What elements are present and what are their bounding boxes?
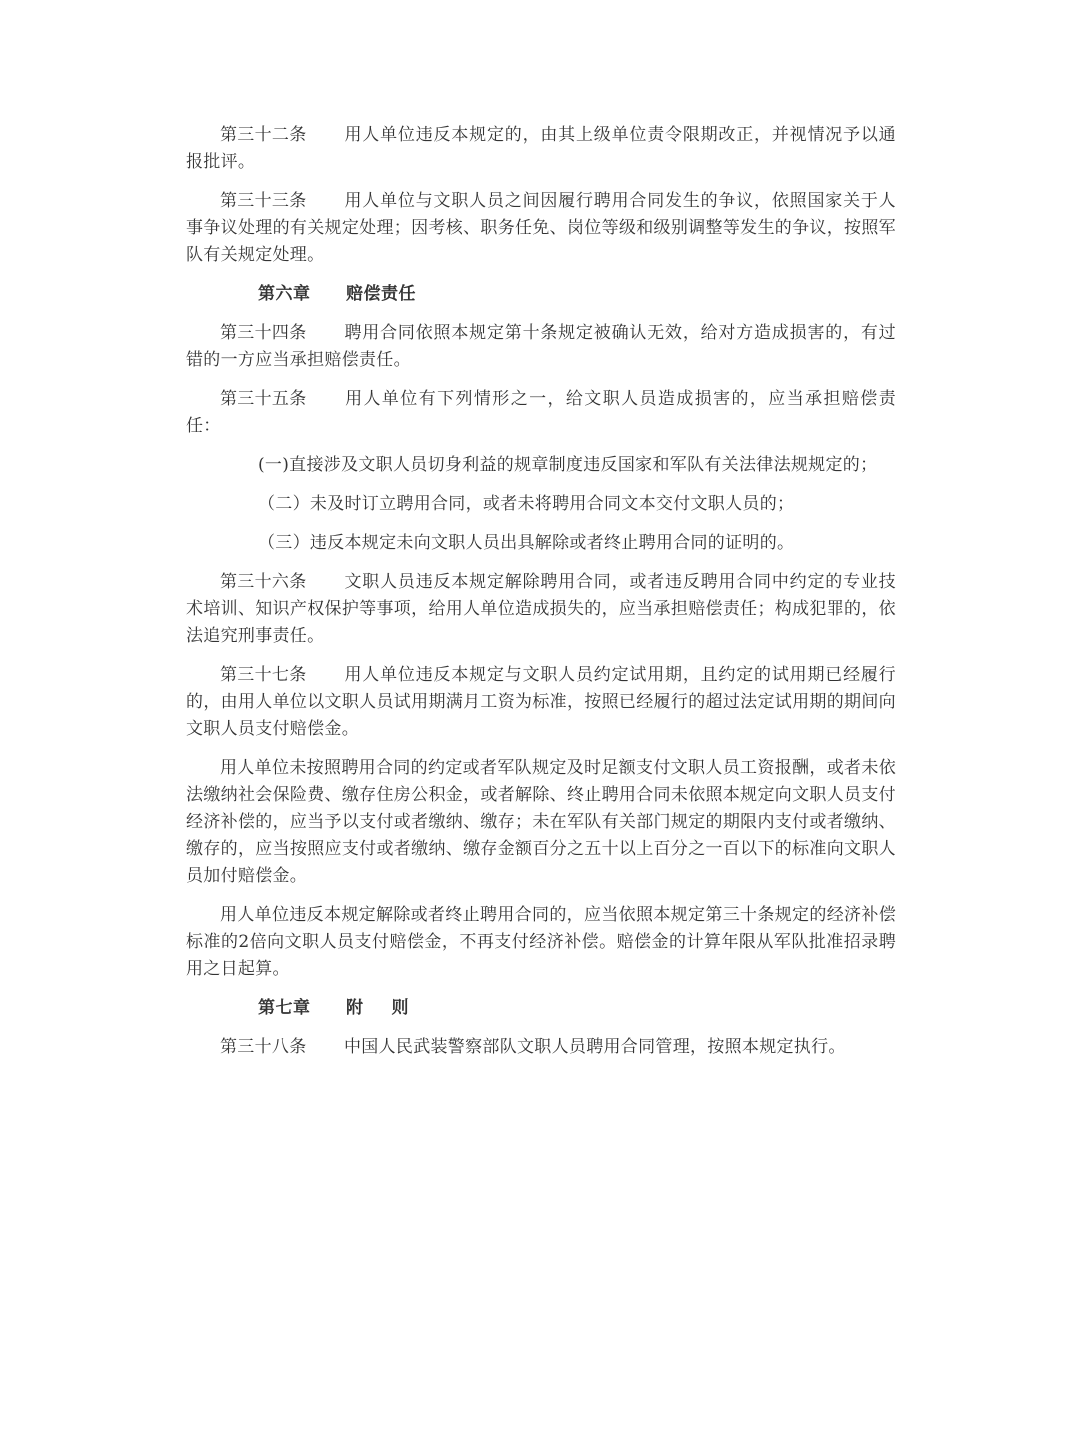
article-text: 用人单位与文职人员之间因履行聘用合同发生的争议，依照国家关于人事争议处理的有关规定处理；因考核、职务任免、岗位等级和级别调整等发生的争议，按照军队有关规定处理。: [186, 191, 896, 265]
article-34: [186, 320, 896, 374]
article-38: [186, 1034, 896, 1061]
chapter-title-part: 附: [346, 998, 364, 1018]
article-33: [186, 188, 896, 269]
chapter-number: 第七章: [258, 998, 311, 1018]
article-number: 第三十八条: [220, 1037, 307, 1057]
article-text: 用人单位有下列情形之一，给文职人员造成损害的，应当承担赔偿责任：: [186, 389, 896, 436]
article-text: 聘用合同依照本规定第十条规定被确认无效，给对方造成损害的，有过错的一方应当承担赔偿责任。: [186, 323, 896, 370]
article-number: 第三十二条: [220, 125, 307, 145]
list-item: (一)直接涉及文职人员切身利益的规章制度违反国家和军队有关法律法规规定的；: [258, 455, 878, 475]
article-number: 第三十七条: [220, 665, 307, 685]
article-text: 用人单位违反本规定与文职人员约定试用期，且约定的试用期已经履行的，由用人单位以文职人员试用期满月工资为标准，按照已经履行的超过法定试用期的期间向文职人员支付赔偿金。: [186, 665, 896, 739]
article-35: [186, 386, 896, 440]
chapter-title-part: 则: [391, 998, 409, 1018]
article-text: 用人单位违反本规定的，由其上级单位责令限期改正，并视情况予以通报批评。: [186, 125, 896, 172]
paragraph: 用人单位未按照聘用合同的约定或者军队规定及时足额支付文职人员工资报酬，或者未依法缴纳社会保险费、缴存住房公积金，或者解除、终止聘用合同未依照本规定向文职人员支付经济补偿的，应当予以支付或者缴纳、缴存；未在军队有关部门规定的期限内支付或者缴纳、缴存的，应当按照应支付或者缴纳、缴存金额百分之五十以上百分之一百以下的标准向文职人员加付赔偿金。: [186, 758, 896, 886]
chapter-number: 第六章: [258, 284, 311, 304]
article-number: 第三十三条: [220, 191, 307, 211]
article-32: [186, 122, 896, 176]
paragraph: 用人单位违反本规定解除或者终止聘用合同的，应当依照本规定第三十条规定的经济补偿标准的2倍向文职人员支付赔偿金，不再支付经济补偿。赔偿金的计算年限从军队批准招录聘用之日起算。: [186, 905, 896, 979]
article-number: 第三十四条: [220, 323, 307, 343]
list-item: （三）违反本规定未向文职人员出具解除或者终止聘用合同的证明的。: [258, 533, 795, 553]
chapter-6-heading: [186, 281, 896, 308]
article-number: 第三十六条: [220, 572, 307, 592]
article-36: [186, 569, 896, 650]
article-number: 第三十五条: [220, 389, 307, 409]
article-text: 文职人员违反本规定解除聘用合同，或者违反聘用合同中约定的专业技术培训、知识产权保护等事项，给用人单位造成损失的，应当承担赔偿责任；构成犯罪的，依法追究刑事责任。: [186, 572, 896, 646]
chapter-7-heading: [186, 995, 896, 1022]
list-item: （二）未及时订立聘用合同，或者未将聘用合同文本交付文职人员的；: [258, 494, 795, 514]
chapter-title: 赔偿责任: [346, 284, 416, 304]
article-37: [186, 662, 896, 743]
document-body: [186, 122, 896, 1073]
article-text: 中国人民武装警察部队文职人员聘用合同管理，按照本规定执行。: [344, 1037, 846, 1057]
